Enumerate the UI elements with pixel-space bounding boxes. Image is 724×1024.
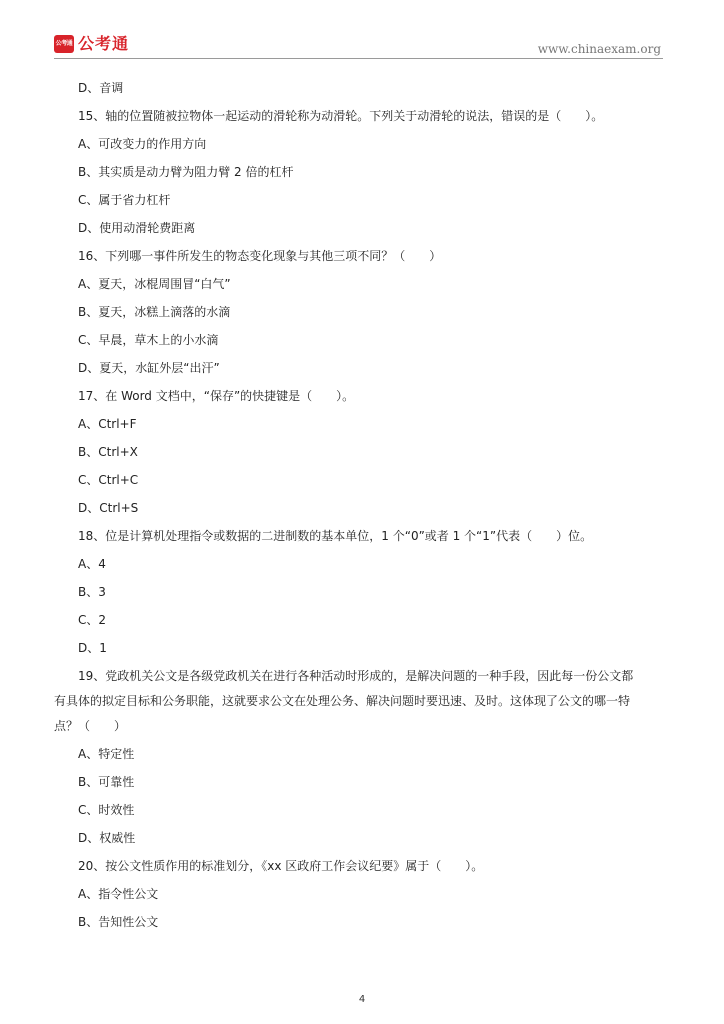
option-a-15: A、可改变力的作用方向	[78, 137, 207, 151]
option-c-16: C、早晨，草木上的小水滴	[78, 333, 219, 347]
brand-logo	[54, 34, 129, 54]
option-b-18: B、3	[78, 585, 106, 599]
logo-text: 公考通	[78, 34, 130, 53]
page-header	[0, 0, 724, 62]
option-b-17: B、Ctrl+X	[78, 445, 138, 459]
option-c-17: C、Ctrl+C	[78, 473, 139, 487]
option-b-15: B、其实质是动力臂为阻力臂 2 倍的杠杆	[78, 165, 294, 179]
option-b-19: B、可靠性	[78, 775, 135, 789]
site-url: www.chinaexam.org	[537, 42, 661, 56]
question-18: 18、位是计算机处理指令或数据的二进制数的基本单位，1 个“0”或者 1 个“1”代表（ ）位。	[78, 529, 593, 543]
option-b-16: B、夏天，冰糕上滴落的水滴	[78, 305, 231, 319]
option-d-16: D、夏天，水缸外层“出汗”	[78, 361, 220, 375]
page-number: 4	[358, 994, 366, 1005]
option-a-16: A、夏天，冰棍周围冒“白气”	[78, 277, 231, 291]
option-c-19: C、时效性	[78, 803, 135, 817]
question-19-line-2: 有具体的拟定目标和公务职能，这就要求公文在处理公务、解决问题时要迅速、及时。这体现了公文的哪一特	[54, 694, 631, 708]
option-d-19: D、权威性	[78, 831, 136, 845]
option-d-18: D、1	[78, 641, 107, 655]
option-d-14: D、音调	[78, 81, 124, 95]
question-15: 15、轴的位置随被拉物体一起运动的滑轮称为动滑轮。下列关于动滑轮的说法，错误的是（ ）。	[78, 109, 604, 123]
question-17: 17、在 Word 文档中，“保存”的快捷键是（ ）。	[78, 389, 355, 403]
question-19-line-1: 19、党政机关公文是各级党政机关在进行各种活动时形成的，是解决问题的一种手段，因此每一份公文都	[78, 669, 634, 683]
option-a-17: A、Ctrl+F	[78, 417, 137, 431]
option-a-19: A、特定性	[78, 747, 135, 761]
option-d-17: D、Ctrl+S	[78, 501, 139, 515]
option-c-15: C、属于省力杠杆	[78, 193, 171, 207]
option-d-15: D、使用动滑轮费距离	[78, 221, 196, 235]
document-body	[54, 79, 674, 941]
option-a-18: A、4	[78, 557, 106, 571]
question-20: 20、按公文性质作用的标准划分，《xx 区政府工作会议纪要》属于（ ）。	[78, 859, 484, 873]
question-19-line-3: 点？（ ）	[54, 719, 127, 733]
header-divider	[54, 58, 663, 59]
question-16: 16、下列哪一事件所发生的物态变化现象与其他三项不同？（ ）	[78, 249, 442, 263]
logo-mark-icon: 公考通	[54, 35, 74, 53]
option-a-20: A、指令性公文	[78, 887, 159, 901]
option-b-20: B、告知性公文	[78, 915, 159, 929]
option-c-18: C、2	[78, 613, 107, 627]
